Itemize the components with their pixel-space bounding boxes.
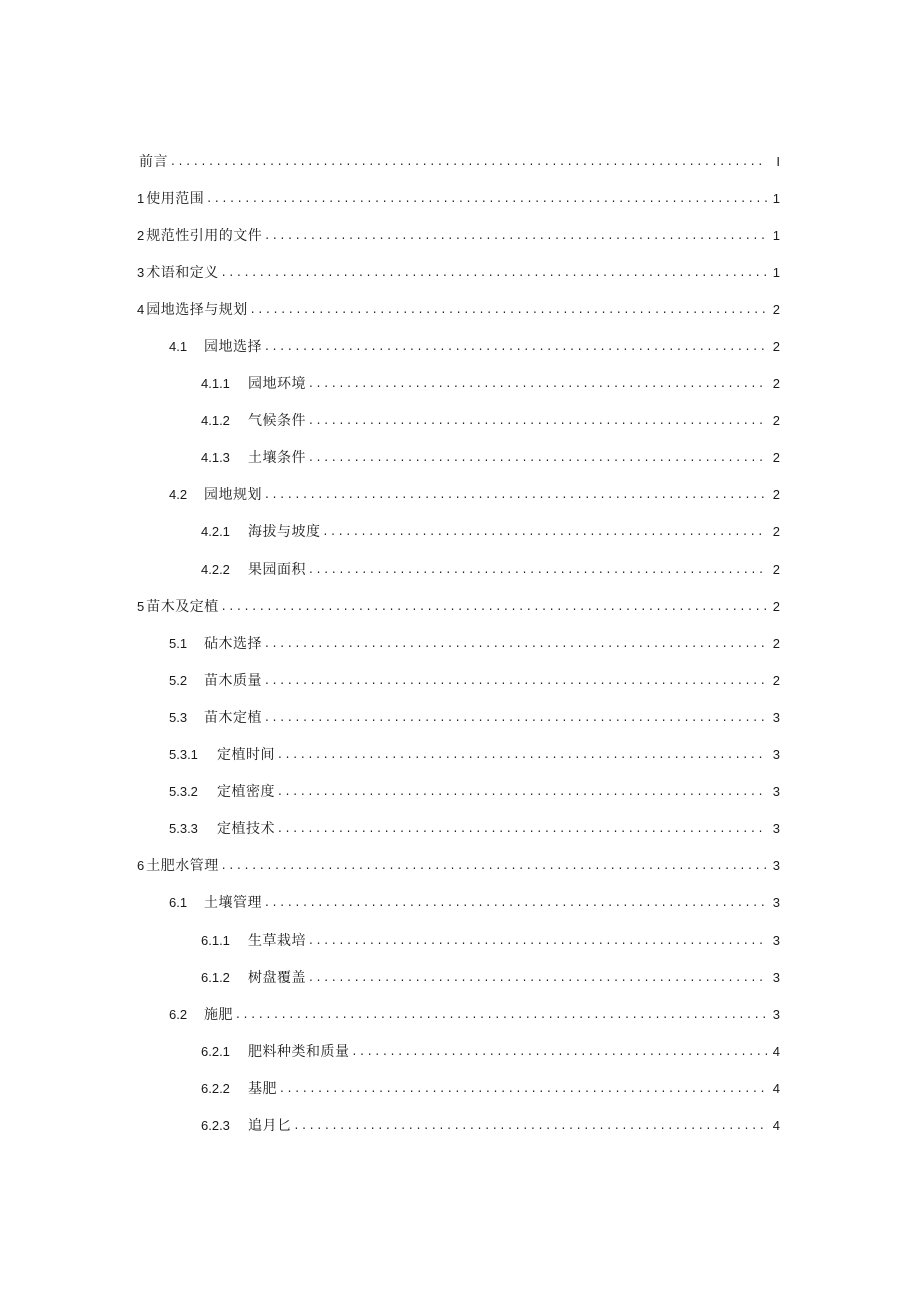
- toc-section-number: 4.1.1: [201, 376, 230, 392]
- toc-entry[interactable]: [137, 403, 780, 440]
- toc-page-number: 4: [772, 1117, 780, 1133]
- toc-entry[interactable]: [137, 996, 780, 1033]
- toc-page-number: 2: [772, 487, 780, 503]
- toc-section-title: 前言: [139, 153, 168, 170]
- toc-section-title: 术语和定义: [146, 264, 219, 281]
- toc-entry[interactable]: [137, 180, 780, 217]
- toc-section-number: 4: [137, 301, 145, 317]
- toc-entry[interactable]: [137, 959, 780, 996]
- toc-entry[interactable]: [137, 588, 780, 625]
- toc-dot-leader: [222, 598, 767, 614]
- toc-section-number: 5.3: [169, 709, 188, 725]
- toc-section-number: 5.2: [169, 672, 188, 688]
- toc-section-title: 果园面积: [248, 561, 306, 578]
- toc-section-number: 3: [137, 264, 145, 280]
- toc-dot-leader: [265, 338, 767, 354]
- toc-dot-leader: [265, 672, 767, 688]
- toc-page-number: 4: [772, 1043, 780, 1059]
- toc-section-number: 6.2.3: [201, 1117, 230, 1133]
- toc-dot-leader: [278, 783, 767, 799]
- toc-section-number: 6.2.1: [201, 1043, 230, 1059]
- toc-page-number: 2: [772, 561, 780, 577]
- toc-entry[interactable]: [137, 143, 780, 180]
- toc-section-number: 5.3.1: [169, 747, 198, 763]
- toc-page-number: 2: [772, 301, 780, 317]
- toc-section-title: 定植密度: [217, 784, 275, 801]
- toc-entry[interactable]: [137, 291, 780, 328]
- toc-dot-leader: [222, 857, 767, 873]
- toc-section-title: 土壤管理: [204, 895, 262, 912]
- toc-dot-leader: [309, 449, 767, 465]
- toc-entry[interactable]: [137, 217, 780, 254]
- toc-section-title: 园地环境: [248, 376, 306, 393]
- toc-entry[interactable]: [137, 440, 780, 477]
- toc-section-number: 4.1.2: [201, 413, 230, 429]
- toc-section-title: 肥料种类和质量: [248, 1043, 350, 1060]
- toc-entry[interactable]: [137, 848, 780, 885]
- toc-entry[interactable]: [137, 514, 780, 551]
- toc-dot-leader: [309, 561, 767, 577]
- toc-dot-leader: [309, 375, 767, 391]
- toc-page-number: 3: [772, 821, 780, 837]
- toc-dot-leader: [265, 635, 767, 651]
- toc-entry[interactable]: [137, 625, 780, 662]
- toc-section-number: 4.2.2: [201, 561, 230, 577]
- toc-page-number: 3: [772, 784, 780, 800]
- toc-page-number: 1: [772, 264, 780, 280]
- toc-section-title: 施肥: [204, 1006, 233, 1023]
- toc-dot-leader: [278, 820, 767, 836]
- toc-page-number: 3: [772, 858, 780, 874]
- toc-page-number: 2: [772, 598, 780, 614]
- toc-section-title: 土壤条件: [248, 450, 306, 467]
- toc-dot-leader: [236, 1006, 767, 1022]
- toc-page-number: 2: [772, 376, 780, 392]
- toc-dot-leader: [280, 1080, 767, 1096]
- toc-section-title: 土肥水管理: [146, 858, 219, 875]
- toc-dot-leader: [251, 301, 767, 317]
- toc-section-number: 4.1: [169, 339, 188, 355]
- toc-page-number: 4: [772, 1080, 780, 1096]
- toc-page-number: 3: [772, 1006, 780, 1022]
- toc-page-number: 2: [772, 524, 780, 540]
- toc-section-number: 1: [137, 190, 145, 206]
- toc-section-number: 5.3.3: [169, 821, 198, 837]
- toc-entry[interactable]: [137, 811, 780, 848]
- toc-page-number: 3: [772, 932, 780, 948]
- toc-section-number: 6.2: [169, 1006, 188, 1022]
- toc-section-title: 基肥: [248, 1080, 277, 1097]
- toc-dot-leader: [324, 523, 768, 539]
- toc-dot-leader: [309, 932, 767, 948]
- toc-section-title: 苗木定植: [204, 709, 262, 726]
- toc-section-number: 4.2: [169, 487, 188, 503]
- toc-page-number: 2: [772, 672, 780, 688]
- toc-section-number: 4.1.3: [201, 450, 230, 466]
- toc-entry[interactable]: [137, 328, 780, 365]
- toc-section-title: 海拔与坡度: [248, 524, 321, 541]
- toc-dot-leader: [309, 412, 767, 428]
- toc-dot-leader: [353, 1043, 768, 1059]
- toc-section-title: 定植技术: [217, 821, 275, 838]
- toc-page-number: 2: [772, 635, 780, 651]
- toc-section-number: 6.1.2: [201, 969, 230, 985]
- toc-section-number: 2: [137, 227, 145, 243]
- toc-dot-leader: [309, 969, 767, 985]
- toc-dot-leader: [265, 227, 767, 243]
- toc-section-title: 苗木及定植: [146, 598, 219, 615]
- toc-section-title: 苗木质量: [204, 672, 262, 689]
- toc-page-number: 2: [772, 450, 780, 466]
- toc-section-title: 园地选择与规划: [146, 301, 248, 318]
- toc-section-number: 6.1.1: [201, 932, 230, 948]
- toc-dot-leader: [207, 190, 767, 206]
- toc-section-title: 树盘覆盖: [248, 969, 306, 986]
- toc-dot-leader: [278, 746, 767, 762]
- toc-section-title: 定植时间: [217, 747, 275, 764]
- toc-dot-leader: [265, 709, 767, 725]
- toc-entry[interactable]: [137, 885, 780, 922]
- toc-section-title: 追月匕: [248, 1117, 292, 1134]
- toc-page-number: 2: [772, 339, 780, 355]
- toc-section-number: 6: [137, 858, 145, 874]
- toc-dot-leader: [295, 1117, 768, 1133]
- toc-section-number: 5.1: [169, 635, 188, 651]
- toc-page-number: 1: [772, 227, 780, 243]
- toc-section-number: 6.1: [169, 895, 188, 911]
- toc-dot-leader: [222, 264, 767, 280]
- toc-entry[interactable]: [137, 1033, 780, 1070]
- toc-entry[interactable]: [137, 1107, 780, 1144]
- toc-entry[interactable]: [137, 662, 780, 699]
- toc-page-number: 2: [772, 413, 780, 429]
- toc-section-title: 砧木选择: [204, 635, 262, 652]
- toc-section-number: 5.3.2: [169, 784, 198, 800]
- toc-section-title: 使用范围: [146, 190, 205, 207]
- toc-section-title: 规范性引用的文件: [146, 227, 263, 244]
- toc-entry[interactable]: [137, 699, 780, 736]
- toc-entry[interactable]: [137, 774, 780, 811]
- toc-section-title: 园地选择: [204, 339, 262, 356]
- toc-page-number: 3: [772, 895, 780, 911]
- toc-entry[interactable]: [137, 1070, 780, 1107]
- toc-page-number: 3: [772, 747, 780, 763]
- toc-entry[interactable]: [137, 254, 780, 291]
- toc-dot-leader: [265, 894, 767, 910]
- toc-entry[interactable]: [137, 366, 780, 403]
- toc-entry[interactable]: [137, 477, 780, 514]
- toc-entry[interactable]: [137, 551, 780, 588]
- toc-entry[interactable]: [137, 737, 780, 774]
- toc-section-number: 4.2.1: [201, 524, 230, 540]
- toc-page-number: 1: [772, 190, 780, 206]
- table-of-contents: [137, 143, 780, 1145]
- toc-section-title: 园地规划: [204, 487, 262, 504]
- toc-section-number: 6.2.2: [201, 1080, 230, 1096]
- toc-section-title: 气候条件: [248, 413, 306, 430]
- toc-section-title: 生草栽培: [248, 932, 306, 949]
- toc-page-number: 3: [772, 969, 780, 985]
- toc-dot-leader: [265, 486, 767, 502]
- toc-page-number: I: [776, 153, 780, 169]
- toc-dot-leader: [171, 153, 767, 169]
- toc-page-number: 3: [772, 709, 780, 725]
- toc-section-number: 5: [137, 598, 145, 614]
- toc-entry[interactable]: [137, 922, 780, 959]
